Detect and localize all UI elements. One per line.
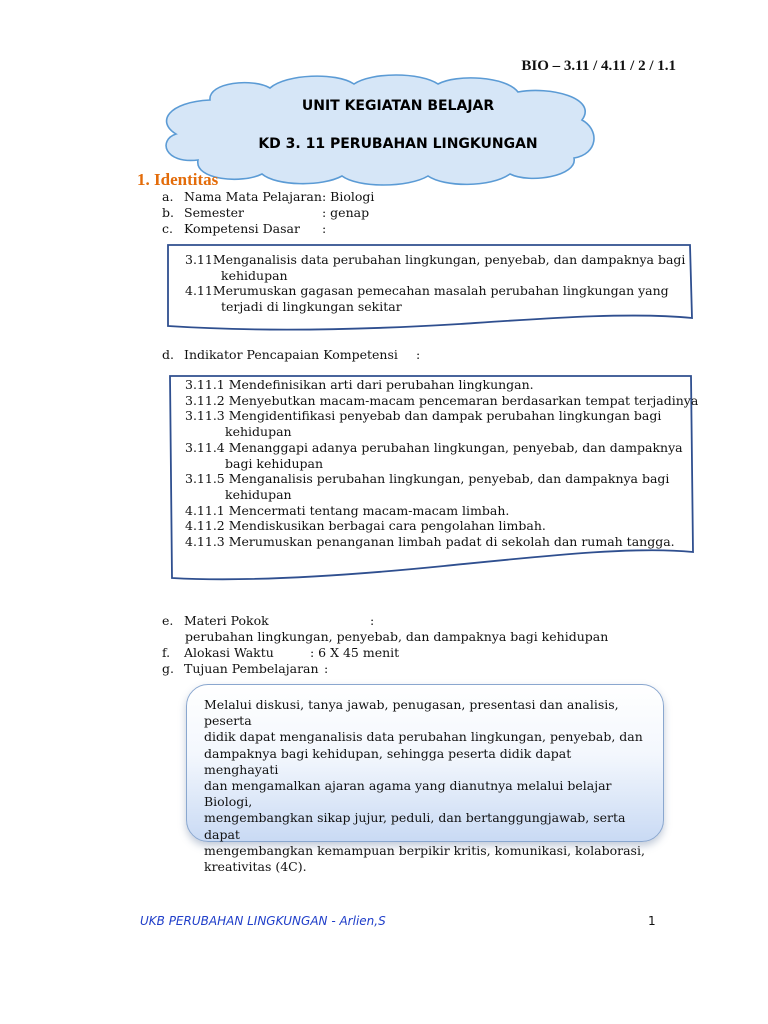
unit-title: UNIT KEGIATAN BELAJAR <box>301 98 495 114</box>
materi-row <box>162 613 374 629</box>
row-colon: : <box>324 661 329 676</box>
row-colon: : <box>370 613 375 628</box>
indikator-item: 3.11.5 Menganalisis perubahan lingkungan, penyebab, dan dampaknya bagi <box>185 471 670 487</box>
indikator-item: 3.11.2 Menyebutkan macam-macam pencemaran berdasarkan tempat terjadinya <box>185 392 699 408</box>
indikator-list <box>185 377 698 550</box>
row-label: Nama Mata Pelajaran <box>184 189 322 204</box>
row-label: Alokasi Waktu <box>184 645 274 660</box>
indikator-item: 4.11.1 Mencermati tentang macam-macam limbah. <box>185 502 510 518</box>
kd-list <box>185 252 685 315</box>
identitas-heading: 1. Identitas <box>137 170 219 189</box>
indikator-item: 3.11.4 Menanggapi adanya perubahan lingkungan, penyebab, dan dampaknya <box>185 439 683 455</box>
indikator-item: 4.11.3 Merumuskan penanganan limbah padat di sekolah dan rumah tangga. <box>185 534 675 550</box>
tujuan-line: kreativitas (4C). <box>204 859 307 875</box>
alokasi-row <box>162 645 399 661</box>
indikator-item-cont: kehidupan <box>225 424 292 440</box>
row-value: : <box>322 221 327 236</box>
cloud-banner <box>158 72 598 187</box>
identitas-row-b <box>162 205 369 221</box>
indikator-item-cont: kehidupan <box>225 486 292 502</box>
tujuan-line: mengembangkan kemampuan berpikir kritis, komunikasi, kolaborasi, <box>204 842 645 858</box>
row-letter: d. <box>162 347 174 362</box>
identitas-row-c <box>162 221 326 237</box>
kd-item-cont: kehidupan <box>221 267 288 283</box>
tujuan-line: mengembangkan sikap jujur, peduli, dan bertanggungjawab, serta dapat <box>204 810 626 842</box>
tujuan-line: didik dapat menganalisis data perubahan lingkungan, penyebab, dan <box>204 729 643 745</box>
tujuan-row <box>162 661 328 677</box>
row-value: : Biologi <box>322 189 375 204</box>
row-letter: a. <box>162 189 174 204</box>
tujuan-line: dampaknya bagi kehidupan, sehingga peserta didik dapat menghayati <box>204 745 572 777</box>
row-label: Semester <box>184 205 245 220</box>
kd-item-cont: terjadi di lingkungan sekitar <box>221 299 402 315</box>
row-label: Materi Pokok <box>184 613 269 628</box>
identitas-row-a <box>162 189 374 205</box>
row-colon: : <box>416 347 421 362</box>
kd-item: 4.11Merumuskan gagasan pemecahan masalah perubahan lingkungan yang <box>185 283 669 299</box>
tujuan-line: Melalui diskusi, tanya jawab, penugasan, presentasi dan analisis, peserta <box>204 697 619 729</box>
row-letter: e. <box>162 613 174 628</box>
row-value: : genap <box>322 205 370 220</box>
indikator-row <box>162 347 420 363</box>
kd-item: 3.11Menganalisis data perubahan lingkungan, penyebab, dan dampaknya bagi <box>185 252 686 267</box>
page-number: 1 <box>648 914 656 928</box>
indikator-item: 4.11.2 Mendiskusikan berbagai cara pengolahan limbah. <box>185 518 546 534</box>
footer-text: UKB PERUBAHAN LINGKUNGAN - Arlien,S <box>140 914 386 928</box>
row-value: : 6 X 45 menit <box>310 645 400 660</box>
row-label: Tujuan Pembelajaran <box>184 661 319 676</box>
tujuan-line: dan mengamalkan ajaran agama yang dianutnya melalui belajar Biologi, <box>204 778 612 810</box>
materi-value: perubahan lingkungan, penyebab, dan dampaknya bagi kehidupan <box>185 629 609 644</box>
indikator-item: 3.11.1 Mendefinisikan arti dari perubahan lingkungan. <box>185 377 534 392</box>
document-code: BIO – 3.11 / 4.11 / 2 / 1.1 <box>521 58 676 74</box>
indikator-item: 3.11.3 Mengidentifikasi penyebab dan dampak perubahan lingkungan bagi <box>185 408 662 424</box>
row-label: Kompetensi Dasar <box>184 221 300 236</box>
tujuan-box <box>186 684 664 875</box>
row-letter: f. <box>162 645 171 660</box>
row-letter: g. <box>162 661 174 676</box>
row-letter: c. <box>162 221 173 236</box>
kd-subtitle: KD 3. 11 PERUBAHAN LINGKUNGAN <box>258 136 538 152</box>
row-letter: b. <box>162 205 174 220</box>
indikator-item-cont: bagi kehidupan <box>225 455 324 471</box>
row-label: Indikator Pencapaian Kompetensi <box>184 347 398 362</box>
